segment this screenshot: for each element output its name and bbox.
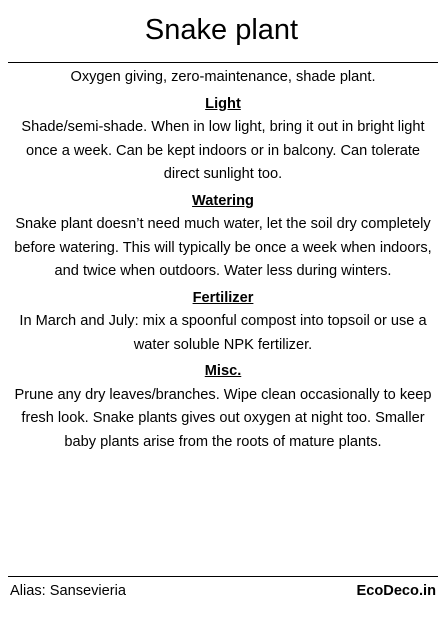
top-divider (8, 62, 438, 63)
summary-text: Oxygen giving, zero-maintenance, shade plant. (70, 69, 376, 85)
section-body-fertilizer: In March and July: mix a spoonful compost into topsoil or use a water soluble NPK fertilizer. (19, 313, 427, 353)
alias-text: Alias: Sansevieria (10, 583, 126, 599)
brand-text: EcoDeco.in (356, 583, 436, 599)
section-heading-fertilizer: Fertilizer (192, 289, 254, 306)
section-heading-light: Light (205, 95, 241, 112)
section-body-light: Shade/semi-shade. When in low light, bring it out in bright light once a week. Can be kept indoors or in balcony. Can tolerate direct sunlight too. (21, 119, 425, 182)
section-body-watering: Snake plant doesn’t need much water, let the soil dry completely before watering. This will typically be once a week when indoors, and twice when outdoors. Water less during winters. (14, 216, 432, 279)
section-body-misc: Prune any dry leaves/branches. Wipe clean occasionally to keep fresh look. Snake plants gives out oxygen at night too. Smaller baby plants arise from the roots of mature plants. (14, 386, 432, 450)
section-heading-misc: Misc. (204, 363, 242, 379)
page-title: Snake plant (144, 14, 299, 46)
care-content (8, 66, 438, 454)
section-heading-watering: Watering (192, 192, 254, 209)
bottom-divider (8, 576, 438, 577)
